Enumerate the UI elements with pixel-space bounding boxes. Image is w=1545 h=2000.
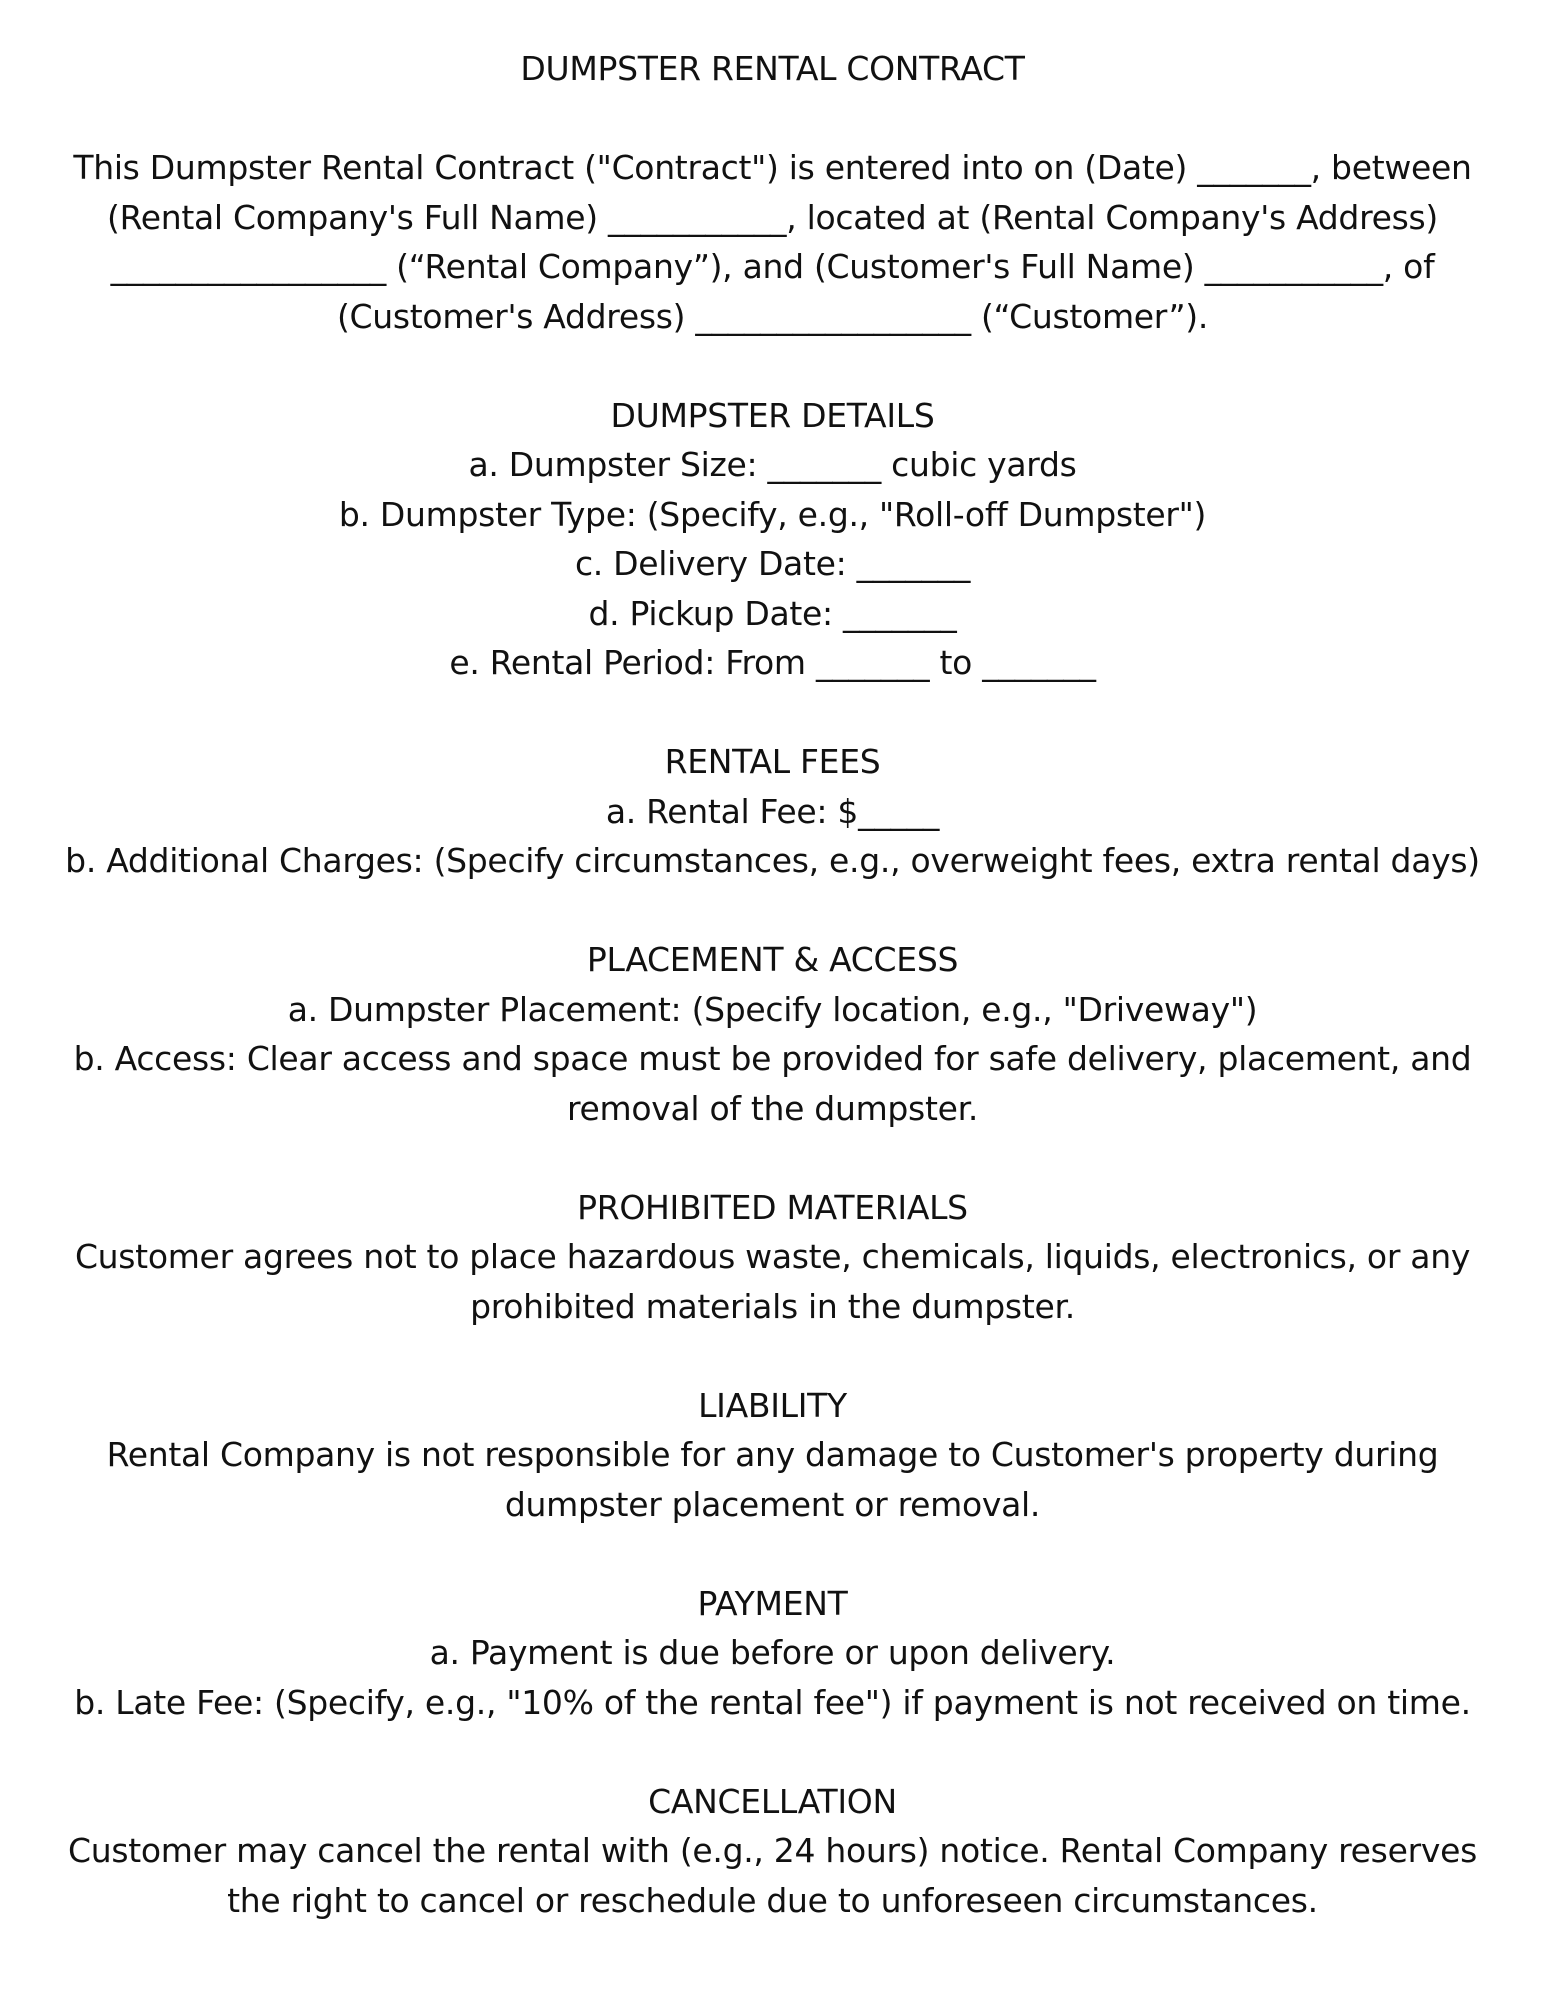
rental-period-line: e. Rental Period: From _______ to _______ (449, 643, 1096, 682)
dumpster-type-line: b. Dumpster Type: (Specify, e.g., "Roll-off Dumpster") (338, 494, 1207, 534)
contract-title: DUMPSTER RENTAL CONTRACT (520, 49, 1025, 88)
delivery-date-line: c. Delivery Date: _______ (574, 544, 971, 583)
pickup-date-line: d. Pickup Date: _______ (588, 593, 957, 633)
intro-paragraph: This Dumpster Rental Contract ("Contract") is entered into on (Date) _______, between (Rental Company's Full Name) ___________, located at (Rental Company's Address) _________________ (“Rental Company”), and (Customer's Full Name) ___________, of (Customer's Address) _________________ (“Customer”). (73, 148, 1472, 336)
section-cancellation (50, 1777, 1495, 1926)
section-heading: DUMPSTER DETAILS (610, 395, 935, 435)
section-placement-access (50, 935, 1495, 1133)
section-heading: RENTAL FEES (664, 742, 881, 781)
section-payment (50, 1579, 1495, 1728)
liability-text: Rental Company is not responsible for any damage to Customer's property during dumpster placement or removal. (106, 1435, 1439, 1524)
section-liability (50, 1381, 1495, 1530)
payment-due-line: a. Payment is due before or upon delivery. (429, 1633, 1116, 1672)
prohibited-materials-text: Customer agrees not to place hazardous waste, chemicals, liquids, electronics, or any prohibited materials in the dumpster. (74, 1237, 1471, 1326)
section-prohibited-materials (50, 1183, 1495, 1332)
dumpster-placement-line: a. Dumpster Placement: (Specify location, e.g., "Driveway") (287, 989, 1258, 1029)
rental-fee-line: a. Rental Fee: $_____ (605, 791, 940, 831)
dumpster-size-line: a. Dumpster Size: _______ cubic yards (468, 445, 1077, 484)
section-heading: PLACEMENT & ACCESS (586, 940, 959, 979)
section-heading: CANCELLATION (648, 1781, 897, 1821)
section-heading: LIABILITY (698, 1385, 847, 1425)
additional-charges-line: b. Additional Charges: (Specify circumstances, e.g., overweight fees, extra rental days) (65, 841, 1480, 880)
access-line: b. Access: Clear access and space must be provided for safe delivery, placement, and removal of the dumpster. (73, 1039, 1472, 1128)
section-heading: PAYMENT (697, 1583, 848, 1623)
section-rental-fees (50, 737, 1495, 886)
cancellation-text: Customer may cancel the rental with (e.g., 24 hours) notice. Rental Company reserves the right to cancel or reschedule due to unforeseen circumstances. (68, 1831, 1477, 1920)
section-heading: PROHIBITED MATERIALS (577, 1187, 968, 1227)
late-fee-line: b. Late Fee: (Specify, e.g., "10% of the rental fee") if payment is not received on time. (74, 1682, 1471, 1722)
section-dumpster-details (50, 391, 1495, 688)
